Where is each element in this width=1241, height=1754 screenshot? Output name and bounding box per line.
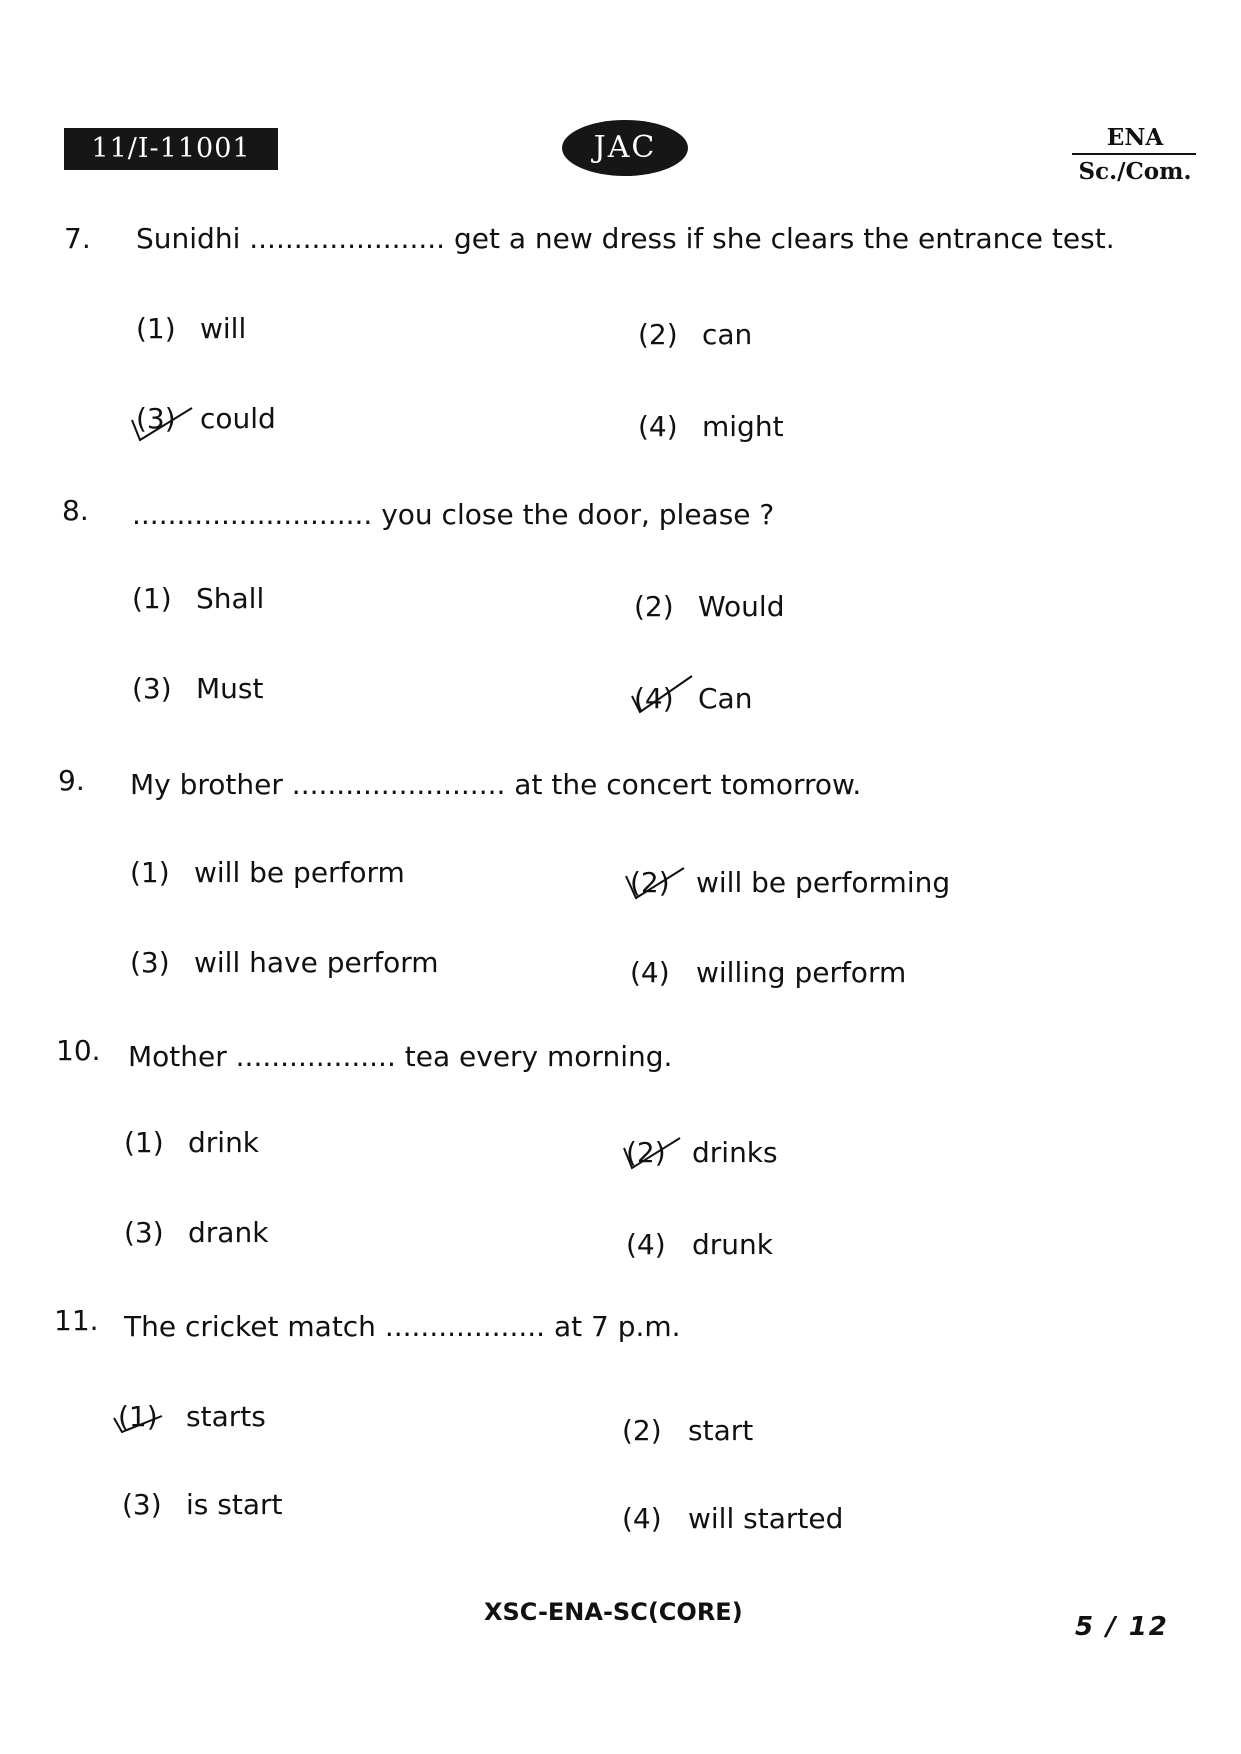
subject-code: ENA	[1106, 124, 1164, 151]
option-number-selected: (3)	[136, 402, 176, 435]
option-number: (1)	[130, 856, 170, 889]
question-text: Mother .................. tea every morning.	[128, 1040, 673, 1073]
paper-code: 11/I-11001	[64, 128, 278, 170]
option-number: (4)	[626, 1228, 666, 1261]
option-number: (4)	[630, 956, 670, 989]
subject-divider	[1072, 153, 1196, 155]
tick-mark-icon	[130, 400, 200, 455]
option-text[interactable]: Can	[698, 682, 753, 715]
option-number: (1)	[136, 312, 176, 345]
option-number-selected: (4)	[634, 682, 674, 715]
question-text: My brother ........................ at the concert tomorrow.	[130, 768, 862, 801]
option-number: (4)	[638, 410, 678, 443]
option-number: (1)	[132, 582, 172, 615]
option-text[interactable]: start	[688, 1414, 754, 1447]
question-number: 8.	[62, 494, 89, 527]
tick-mark-icon	[112, 1398, 182, 1453]
option-text[interactable]: willing perform	[696, 956, 907, 989]
option-text[interactable]: will	[200, 312, 247, 345]
option-text[interactable]: Must	[196, 672, 264, 705]
option-number: (2)	[622, 1414, 662, 1447]
stream-label: Sc./Com.	[1078, 158, 1192, 185]
option-number: (2)	[638, 318, 678, 351]
tick-mark-icon	[630, 672, 700, 727]
option-text[interactable]: might	[702, 410, 784, 443]
question-number: 9.	[58, 764, 85, 797]
option-text[interactable]: drink	[188, 1126, 260, 1159]
option-number: (2)	[634, 590, 674, 623]
option-text[interactable]: is start	[186, 1488, 283, 1521]
option-text[interactable]: drinks	[692, 1136, 778, 1169]
question-number: 11.	[54, 1304, 99, 1337]
option-text[interactable]: will be perform	[194, 856, 405, 889]
option-text[interactable]: drunk	[692, 1228, 773, 1261]
option-text[interactable]: can	[702, 318, 753, 351]
option-number: (1)	[124, 1126, 164, 1159]
option-text[interactable]: will have perform	[194, 946, 439, 979]
jac-logo: JAC	[562, 120, 688, 176]
option-text[interactable]: will started	[688, 1502, 844, 1535]
option-number: (3)	[132, 672, 172, 705]
option-number-selected: (1)	[118, 1400, 158, 1433]
option-number: (3)	[130, 946, 170, 979]
question-number: 10.	[56, 1034, 101, 1067]
option-number: (4)	[622, 1502, 662, 1535]
footer-paper-code: XSC-ENA-SC(CORE)	[484, 1598, 743, 1626]
page-number: 5 / 12	[1075, 1612, 1169, 1642]
question-text: ........................... you close the door, please ?	[132, 498, 775, 531]
option-number: (3)	[122, 1488, 162, 1521]
question-text: The cricket match .................. at 7 p.m.	[124, 1310, 681, 1343]
option-text[interactable]: starts	[186, 1400, 266, 1433]
tick-mark-icon	[622, 1132, 692, 1187]
option-number-selected: (2)	[630, 866, 670, 899]
option-text[interactable]: will be performing	[696, 866, 951, 899]
option-text[interactable]: drank	[188, 1216, 269, 1249]
option-text[interactable]: Shall	[196, 582, 265, 615]
option-text[interactable]: Would	[698, 590, 785, 623]
option-text[interactable]: could	[200, 402, 276, 435]
question-number: 7.	[64, 222, 91, 255]
question-text: Sunidhi ...................... get a new dress if she clears the entrance test.	[136, 222, 1115, 255]
option-number-selected: (2)	[626, 1136, 666, 1169]
tick-mark-icon	[624, 858, 694, 913]
option-number: (3)	[124, 1216, 164, 1249]
